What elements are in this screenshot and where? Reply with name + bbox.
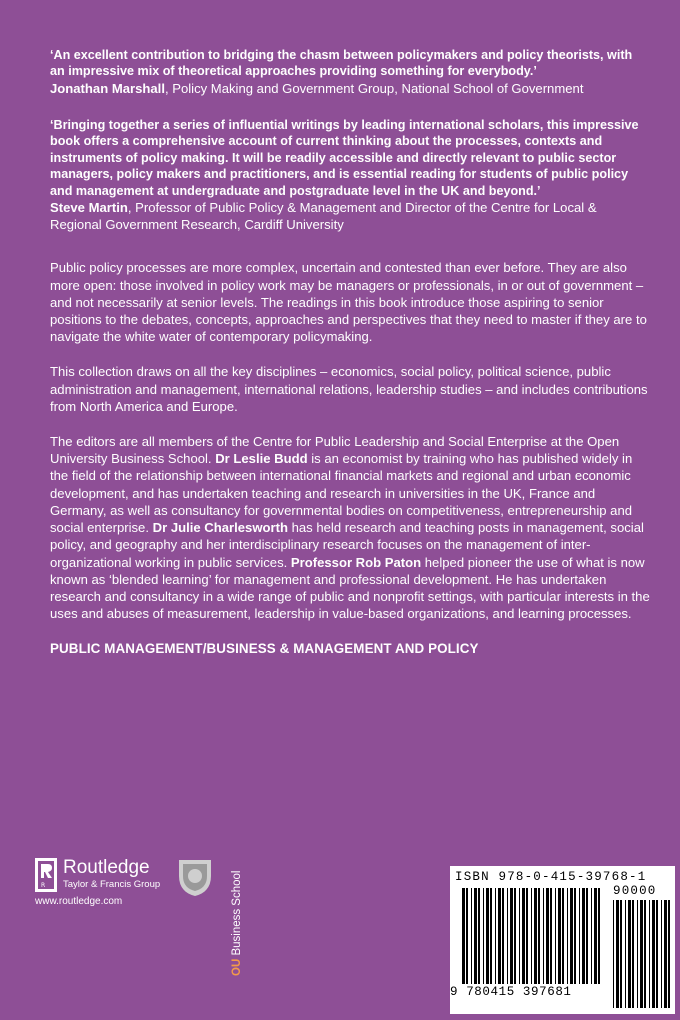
ou-logo-text bbox=[231, 871, 243, 976]
endorsement-attribution-2 bbox=[50, 199, 650, 233]
isbn-barcode bbox=[450, 866, 675, 1014]
ou-business-school-logo bbox=[177, 858, 243, 978]
publisher-name: Routledge bbox=[63, 857, 150, 878]
editor-name-2: Dr Julie Charlesworth bbox=[152, 520, 288, 536]
editors-paragraph bbox=[50, 433, 650, 622]
ean-number: 9 780415 397681 bbox=[450, 985, 572, 999]
price-code: 90000 bbox=[613, 884, 657, 898]
endorsement-quote-2: ‘Bringing together a series of influential writings by leading international scholars, this impressive book offers a comprehensive account of current thinking about the processes, contexts and instruments of policy making. It will be readily accessible and directly relevant to public sector managers, policy makers and practitioners, and is essential reading for students of public policy and management at undergraduate and postgraduate level in the UK and beyond.’ bbox=[50, 118, 639, 198]
endorsement-attribution-1 bbox=[50, 80, 650, 97]
isbn-number: ISBN 978-0-415-39768-1 bbox=[455, 870, 647, 884]
editor-name-1: Dr Leslie Budd bbox=[215, 451, 308, 467]
endorsement-quote-1: ‘An excellent contribution to bridging the chasm between policymakers and policy theorists, with an impressive mix of theoretical approaches providing something for everybody.’ bbox=[50, 48, 633, 79]
editor-name-3: Professor Rob Paton bbox=[290, 554, 422, 570]
routledge-mark-icon bbox=[35, 858, 57, 892]
svg-text:R: R bbox=[41, 882, 46, 889]
editor-bio-2: has held research and teaching posts in management, social policy, and geography and her interdisciplinary research focuses on the management of inter-organizational working in public services. bbox=[50, 520, 644, 570]
ou-abbr: OU bbox=[231, 958, 243, 976]
editor-bio-1: is an economist by training who has published widely in the field of the relationship between international financial markets and regional and urban economic development, and has undertaken teaching and research in universities in the UK, France and Germany, as well as consultancy for governmental bodies on competitiveness, entrepreneurship and social enterprise. bbox=[50, 451, 633, 536]
ou-school-name: Business School bbox=[231, 870, 243, 956]
description-paragraph-1: Public policy processes are more complex, uncertain and contested than ever before. They are also more open: those involved in policy work may be managers or professionals, in or out of government – and not necessarily at senior levels. The readings in this book introduce those aspiring to senior positions to the debates, concepts, approaches and perspectives that they need to master if they are to navigate the white water of contemporary policymaking. bbox=[50, 260, 647, 345]
endorser-affiliation-1: , Policy Making and Government Group, National School of Government bbox=[164, 80, 584, 96]
publisher-url: www.routledge.com bbox=[35, 896, 123, 907]
editor-bio-3: helped pioneer the use of what is now known as ‘blended learning’ for management and professional development. He has undertaken research and consultancy in a wide range of public and nonprofit settings, with particular interests in the uses and abuses of measurement, leadership in value-based organizations, and learning processes. bbox=[50, 554, 650, 622]
endorser-name-2: Steve Martin bbox=[50, 200, 128, 216]
description-paragraph-2: This collection draws on all the key disciplines – economics, social policy, political science, public administration and management, international relations, leadership studies – and includes contributions from North America and Europe. bbox=[50, 364, 648, 414]
cover-text bbox=[50, 47, 650, 658]
publisher-group: Taylor & Francis Group bbox=[63, 879, 161, 890]
subject-category: PUBLIC MANAGEMENT/BUSINESS & MANAGEMENT AND POLICY bbox=[50, 641, 479, 657]
editors-intro: The editors are all members of the Centre for Public Leadership and Social Enterprise at the Open University Business School. bbox=[50, 434, 620, 467]
endorser-name-1: Jonathan Marshall bbox=[50, 80, 165, 96]
endorser-affiliation-2: , Professor of Public Policy & Management and Director of the Centre for Local & Regional Government Research, Cardiff University bbox=[50, 200, 597, 233]
ou-shield-icon bbox=[177, 858, 213, 898]
